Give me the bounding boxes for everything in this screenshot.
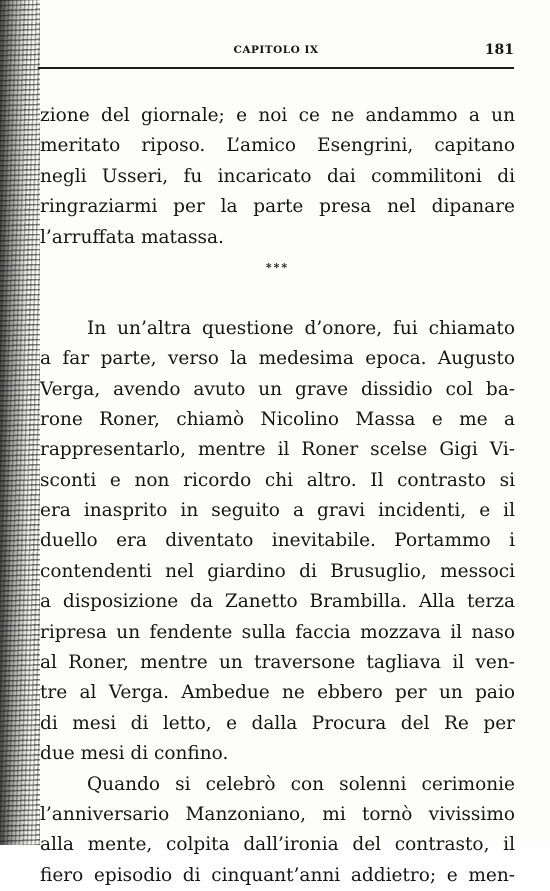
running-head bbox=[38, 44, 514, 64]
text-line: a disposizione da Zanetto Brambilla. Alla terza bbox=[40, 591, 515, 613]
text-line: negli Usseri, fu incaricato dai commilitoni di bbox=[40, 165, 515, 187]
text-line: l’arruffata matassa. bbox=[40, 226, 224, 248]
section-separator: *** bbox=[265, 260, 290, 274]
body-text bbox=[40, 101, 515, 891]
chapter-title: CAPITOLO IX bbox=[233, 44, 319, 56]
text-line: meritato riposo. L’amico Esengrini, capitano bbox=[40, 135, 515, 157]
text-line: In un’altra questione d’onore, fui chiamato bbox=[87, 317, 515, 339]
text-line: fiero episodio di cinquant’anni addietro; e men- bbox=[40, 864, 515, 886]
text-line: era inasprito in seguito a gravi incidenti, e il bbox=[40, 500, 515, 522]
text-line: alla mente, colpita dall’ironia del contrasto, il bbox=[40, 834, 515, 856]
section-gap bbox=[40, 283, 515, 313]
page-number: 181 bbox=[484, 42, 514, 58]
text-line: due mesi di confino. bbox=[40, 743, 229, 765]
text-line: ripresa un fendente sulla faccia mozzava il naso bbox=[40, 621, 515, 643]
text-line: sconti e non ricordo chi altro. Il contrasto si bbox=[40, 469, 515, 491]
text-line: a far parte, verso la medesima epoca. Augusto bbox=[40, 348, 515, 370]
text-line: al Roner, mentre un traversone tagliava il ven- bbox=[40, 652, 515, 674]
text-line: rappresentarlo, mentre il Roner scelse Gigi Vi- bbox=[40, 439, 515, 461]
text-line: tre al Verga. Ambedue ne ebbero per un paio bbox=[40, 682, 515, 704]
text-line: contendenti nel giardino di Brusuglio, messoci bbox=[40, 560, 515, 582]
text-line: di mesi di letto, e dalla Procura del Re per bbox=[40, 712, 515, 734]
text-line: zione del giornale; e noi ce ne andammo a un bbox=[40, 105, 515, 126]
text-line: l’anniversario Manzoniano, mi tornò vivissimo bbox=[40, 803, 515, 825]
scanned-binding-edge bbox=[0, 0, 40, 845]
text-line: rone Roner, chiamò Nicolino Massa e me a bbox=[40, 408, 515, 430]
text-line: Verga, avendo avuto un grave dissidio col ba- bbox=[40, 378, 515, 400]
text-line: Quando si celebrò con solenni cerimonie bbox=[87, 773, 515, 795]
text-line: ringraziarmi per la parte presa nel dipanare bbox=[40, 196, 515, 218]
header-rule bbox=[38, 67, 514, 69]
text-line: duello era diventato inevitabile. Portammo i bbox=[40, 530, 515, 552]
